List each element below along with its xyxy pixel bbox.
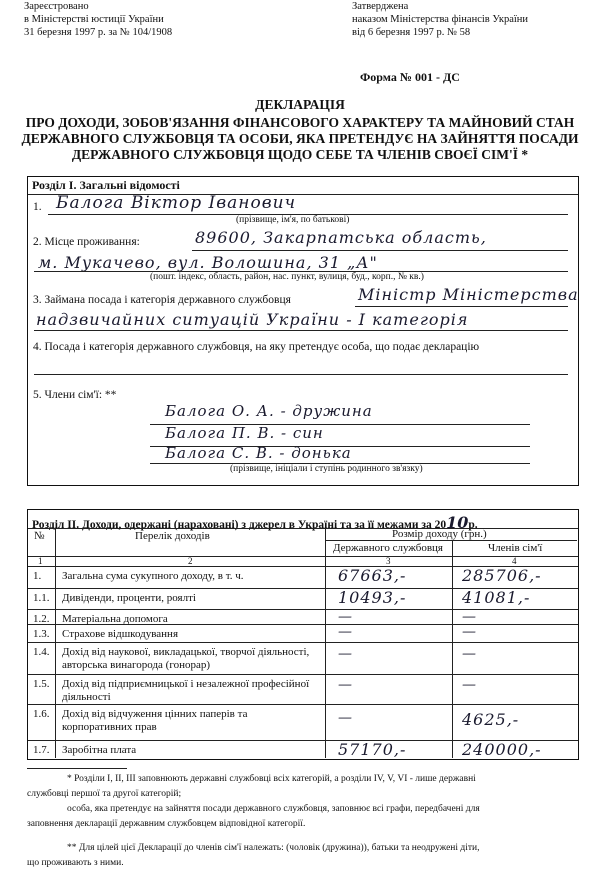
family-member: Балога П. В. - син [165, 424, 324, 442]
col-index: 3 [386, 556, 391, 566]
family-income: 240000,- [462, 740, 542, 759]
col-header-servant: Державного службовця [333, 542, 443, 554]
row-label: Дохід від наукової, викладацької, творчої діяльності, авторська винагорода (гонорар) [62, 646, 310, 671]
field1-name-value: Балога Віктор Іванович [56, 193, 297, 213]
field-underline [355, 306, 568, 307]
row-number: 1.6. [33, 708, 50, 720]
row-number: 1.2. [33, 613, 50, 625]
table-row-line [28, 704, 578, 705]
row-label: Матеріальна допомога [62, 613, 168, 625]
field-underline [34, 374, 568, 375]
row-number: 1.1. [33, 592, 50, 604]
table-row-line [28, 642, 578, 643]
servant-income: — [338, 677, 353, 693]
section2-heading-end: р. [468, 519, 478, 531]
field1-number: 1. [33, 201, 42, 213]
col-header-family: Членів сім'ї [488, 542, 543, 554]
row-number: 1.3. [33, 628, 50, 640]
family-income: — [462, 609, 477, 625]
table-col-line [325, 528, 326, 758]
family-member: Балога О. А. - дружина [165, 402, 373, 420]
form-number: Форма № 001 - ДС [360, 70, 460, 84]
field5-label: 5. Члени сім'ї: ** [33, 389, 117, 401]
family-income: — [462, 624, 477, 640]
family-income: 4625,- [462, 710, 520, 729]
row-number: 1.7. [33, 744, 50, 756]
registration-line: в Міністерстві юстиції України [24, 14, 164, 25]
field1-caption: (прізвище, ім'я, по батькові) [236, 215, 350, 225]
field2-caption: (пошт. індекс, область, район, нас. пункт, вулиця, буд., корп., № кв.) [150, 272, 424, 282]
servant-income: 67663,- [338, 566, 407, 585]
row-label: Загальна сума сукупного доходу, в т. ч. [62, 570, 244, 582]
row-label: Страхове відшкодування [62, 628, 179, 640]
row-label: Дохід від відчуження цінних паперів та корпоративних прав [62, 708, 248, 733]
servant-income: — [338, 609, 353, 625]
footnotes [27, 772, 582, 871]
approval-line: наказом Міністерства фінансів України [352, 14, 529, 25]
field3-position-line1: Міністр Міністерства [358, 285, 579, 304]
family-income: — [462, 646, 477, 662]
field3-position-line2: надзвичайних ситуацій України - І категорія [36, 310, 469, 329]
approval-line: Затверджена [352, 1, 409, 12]
row-number: 1.5. [33, 678, 50, 690]
family-member: Балога С. В. - донька [165, 444, 352, 462]
row-number: 1.4. [33, 646, 50, 658]
servant-income: — [338, 646, 353, 662]
field5-caption: (прізвище, ініціали і ступінь родинного зв'язку) [230, 464, 423, 474]
col-index: 2 [188, 556, 193, 566]
table-col-line [55, 528, 56, 758]
field2-address-line2: м. Мукачево, вул. Волошина, 31 „А" [38, 253, 378, 272]
registration-note [24, 0, 172, 39]
field-underline [34, 330, 568, 331]
table-line [28, 556, 578, 557]
approval-note [352, 0, 528, 39]
row-label: Дивіденди, проценти, роялті [62, 592, 196, 604]
footnote-text: * Розділи І, ІІ, ІІІ заповнюють державні службовці всіх категорій, а розділи IV, V, VI - лише державні [67, 774, 476, 784]
servant-income: 57170,- [338, 740, 407, 759]
field4-label: 4. Посада і категорія державного службовця, на яку претендує особа, що подає декларацію [33, 341, 480, 353]
row-number: 1. [33, 570, 42, 582]
field-underline [192, 250, 568, 251]
table-row-line [28, 609, 578, 610]
family-income: 41081,- [462, 588, 531, 607]
registration-line: 31 березня 1997 р. за № 104/1908 [24, 27, 173, 38]
footnote-text: службовці першої та другої категорій; [27, 789, 182, 799]
family-income: 285706,- [462, 566, 542, 585]
servant-income: — [338, 624, 353, 640]
footnote-text: ** Для цілей цієї Декларації до членів сім'ї належать: (чоловік (дружина)), батьки та неодружені діти, [67, 843, 480, 853]
row-label: Дохід від підприємницької і незалежної професійної діяльності [62, 678, 310, 703]
section2-heading-text: Розділ ІІ. Доходи, одержані (нараховані) з джерел в Україні та за її межами за 20 [32, 519, 447, 531]
col-header-num: № [34, 530, 45, 542]
footnote-text: що проживають з ними. [27, 858, 124, 868]
col-header-size: Розмір доходу (грн.) [392, 528, 487, 540]
col-index: 1 [38, 556, 43, 566]
footnote-rule [27, 768, 127, 769]
field3-label: 3. Займана посада і категорія державного службовця [33, 294, 291, 306]
row-label: Заробітна плата [62, 744, 137, 756]
table-row-line [28, 674, 578, 675]
registration-line: Зареєстровано [24, 1, 89, 12]
footnote-text: заповнення декларації державним службовцем відповідної категорії. [27, 819, 306, 829]
col-header-list: Перелік доходів [135, 530, 210, 542]
doc-subtitle-line: ДЕРЖАВНОГО СЛУЖБОВЦЯ ЩОДО СЕБЕ ТА ЧЛЕНІВ СВОЄЇ СІМ'Ї * [71, 147, 529, 162]
year-handwritten: 10 [446, 513, 469, 532]
servant-income: — [338, 710, 353, 726]
doc-subtitle-line: ДЕРЖАВНОГО СЛУЖБОВЦЯ ТА ОСОБИ, ЯКА ПРЕТЕНДУЄ НА ЗАЙНЯТТЯ ПОСАДИ [21, 131, 579, 146]
table-line [28, 528, 578, 529]
servant-income: 10493,- [338, 588, 407, 607]
family-income: — [462, 677, 477, 693]
section1-heading: Розділ І. Загальні відомості [32, 178, 180, 192]
col-index: 4 [512, 556, 517, 566]
doc-subtitle-line: ПРО ДОХОДИ, ЗОБОВ'ЯЗАННЯ ФІНАНСОВОГО ХАРАКТЕРУ ТА МАЙНОВИЙ СТАН [25, 115, 575, 130]
field2-address-line1: 89600, Закарпатська область, [195, 228, 487, 247]
approval-line: від 6 березня 1997 р. № 58 [352, 27, 471, 38]
doc-title: ДЕКЛАРАЦІЯ [255, 97, 345, 112]
footnote-text: особа, яка претендує на зайняття посади державного службовця, заповнює всі графи, передбачені для [67, 804, 480, 814]
table-col-line [452, 540, 453, 758]
field2-label: 2. Місце проживання: [33, 236, 140, 248]
